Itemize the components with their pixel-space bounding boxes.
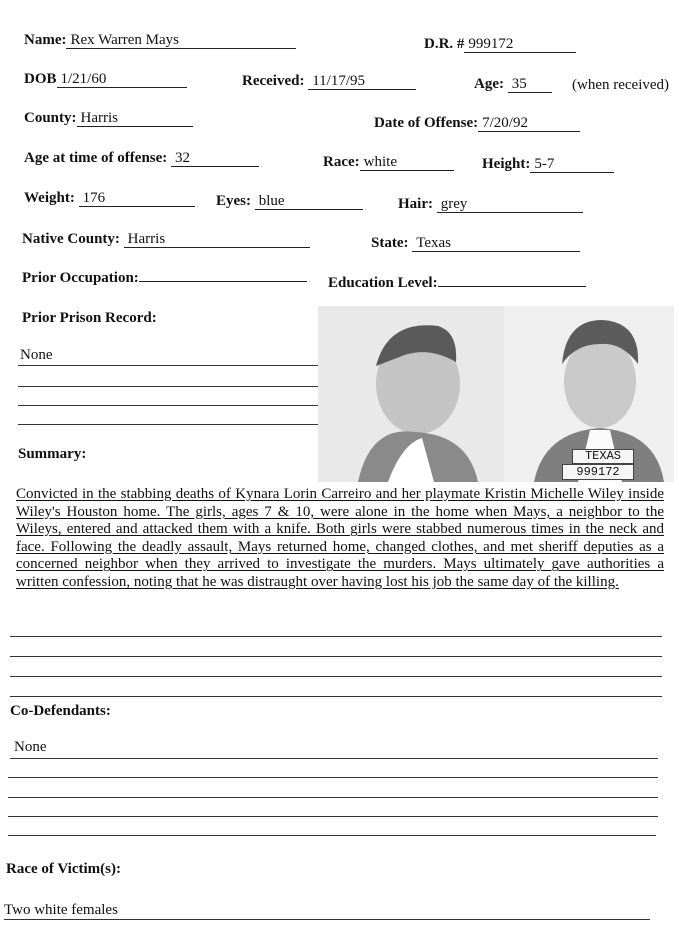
prior-occupation-field	[22, 270, 307, 287]
co-defendants-line-1	[10, 758, 658, 759]
summary-text: Convicted in the stabbing deaths of Kynara Lorin Carreiro and her playmate Kristin Michelle Wiley inside Wiley's Houston home. The girls, ages 7 & 10, were alone in the home when Mays, a neighbor to the Wileys, entered and attacked them with a knife. Both girls were stabbed numerous times in the neck and face. Following the deadly assault, Mays returned home, changed clothes, and met sheriff deputies as a concerned neighbor when they arrived to investigate the murders. Mays ultimately gave authorities a written confession, noting that he was distraught over having lost his job the same day of the killing.	[16, 486, 664, 590]
native-county-field	[22, 231, 310, 248]
dr-value: 999172	[464, 36, 576, 53]
dr-label: D.R. #	[424, 36, 465, 52]
received-field	[242, 73, 416, 90]
co-defendants-line-4	[8, 816, 658, 817]
prior-record-line-1	[18, 365, 318, 366]
summary-line-1	[10, 636, 662, 637]
date-of-offense-value: 7/20/92	[478, 115, 580, 132]
county-value: Harris	[77, 110, 193, 127]
age-at-offense-value: 32	[171, 150, 259, 167]
education-level-field	[328, 275, 586, 292]
plate-state: TEXAS	[572, 449, 634, 464]
summary-label: Summary:	[18, 446, 87, 462]
age-field	[474, 76, 552, 93]
name-label: Name:	[24, 32, 67, 48]
dob-label: DOB	[24, 71, 57, 87]
prior-occupation-value	[139, 281, 307, 282]
race-label: Race:	[323, 154, 360, 170]
co-defendants-line-3	[8, 797, 658, 798]
weight-value: 176	[79, 190, 195, 207]
dob-value: 1/21/60	[57, 71, 187, 88]
eyes-field	[216, 193, 363, 210]
race-value: white	[360, 154, 454, 171]
weight-label: Weight:	[24, 190, 75, 206]
received-label: Received:	[242, 73, 305, 89]
eyes-value: blue	[255, 193, 363, 210]
height-label: Height:	[482, 156, 531, 172]
co-defendants-line-2	[8, 777, 658, 778]
prior-prison-record-label: Prior Prison Record:	[22, 310, 157, 326]
prior-prison-record-value: None	[20, 347, 53, 363]
date-of-offense-field	[374, 115, 580, 132]
prior-occupation-label: Prior Occupation:	[22, 270, 139, 286]
race-of-victims-label: Race of Victim(s):	[6, 861, 121, 877]
name-value: Rex Warren Mays	[66, 32, 296, 49]
summary-line-2	[10, 656, 662, 657]
prior-record-line-4	[18, 424, 318, 425]
hair-value: grey	[437, 196, 583, 213]
profile-portrait-icon	[318, 306, 504, 482]
summary-line-4	[10, 696, 662, 697]
co-defendants-label: Co-Defendants:	[10, 703, 111, 719]
county-field	[24, 110, 193, 127]
co-defendants-line-5	[8, 835, 656, 836]
race-of-victims-value: Two white females	[4, 902, 118, 918]
hair-field	[398, 196, 583, 213]
race-field	[323, 154, 454, 171]
education-level-label: Education Level:	[328, 275, 438, 291]
dr-field	[424, 36, 576, 53]
profile-photo	[318, 306, 504, 482]
plate-number: 999172	[562, 464, 634, 480]
state-value: Texas	[412, 235, 580, 252]
race-of-victims-line	[4, 919, 650, 920]
received-value: 11/17/95	[308, 73, 416, 90]
co-defendants-value: None	[14, 739, 47, 755]
prior-record-line-3	[18, 405, 318, 406]
height-value: 5-7	[530, 156, 614, 173]
eyes-label: Eyes:	[216, 193, 251, 209]
prior-record-line-2	[18, 386, 318, 387]
name-field	[24, 32, 296, 49]
native-county-value: Harris	[124, 231, 310, 248]
age-at-offense-field	[24, 150, 259, 167]
state-label: State:	[371, 235, 409, 251]
age-value: 35	[508, 76, 552, 93]
education-level-value	[438, 286, 586, 287]
native-county-label: Native County:	[22, 231, 120, 247]
hair-label: Hair:	[398, 196, 433, 212]
dob-field	[24, 71, 187, 88]
height-field	[482, 156, 614, 173]
age-at-offense-label: Age at time of offense:	[24, 150, 168, 166]
age-note: (when received)	[572, 77, 670, 93]
date-of-offense-label: Date of Offense:	[374, 115, 479, 131]
state-field	[371, 235, 580, 252]
county-label: County:	[24, 110, 77, 126]
weight-field	[24, 190, 195, 207]
age-label: Age:	[474, 76, 504, 92]
front-photo	[504, 306, 674, 482]
summary-line-3	[10, 676, 662, 677]
